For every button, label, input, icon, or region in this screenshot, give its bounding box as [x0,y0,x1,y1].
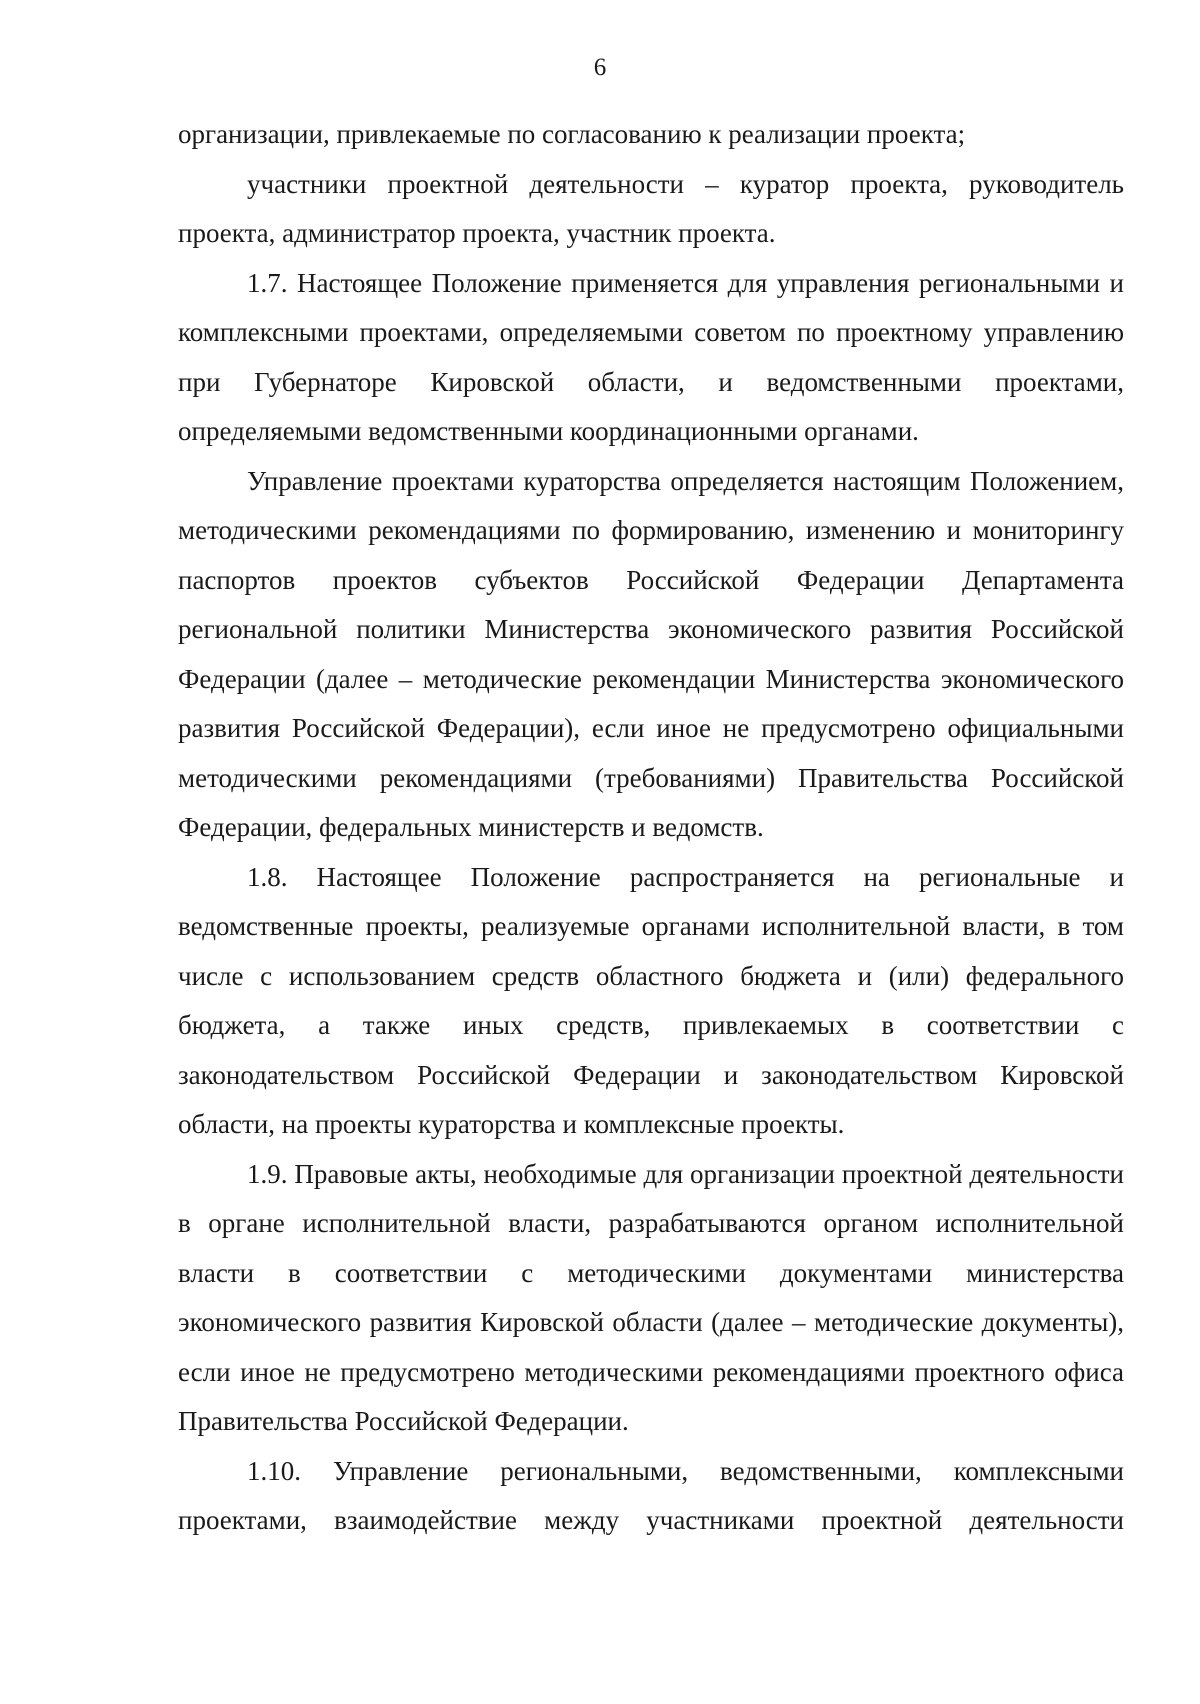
paragraph-1-9: 1.9. Правовые акты, необходимые для организации проектной деятельности в органе исполнительной власти, разрабатываются органом исполнительной власти в соответствии с методическими документами министерства экономического развития Кировской области (далее – методические документы), если иное не предусмотрено методическими рекомендациями проектного офиса Правительства Российской Федерации. [178,1158,1124,1436]
paragraph-1-8: 1.8. Настоящее Положение распространяется на региональные и ведомственные проекты, реализуемые органами исполнительной власти, в том числе с использованием средств областного бюджета и (или) федерального бюджета, а также иных средств, привлекаемых в соответствии с законодательством Российской Федерации и законодательством Кировской области, на проекты кураторства и комплексные проекты. [178,861,1124,1139]
page-number: 6 [593,54,607,81]
paragraph-participants: участники проектной деятельности – куратор проекта, руководитель проекта, администратор проекта, участник проекта. [178,168,1124,248]
paragraph-1-10: 1.10. Управление региональными, ведомственными, комплексными проектами, взаимодействие между участниками проектной деятельности [178,1455,1124,1535]
paragraph-1-7: 1.7. Настоящее Положение применяется для управления региональными и комплексными проектами, определяемыми советом по проектному управлению при Губернаторе Кировской области, и ведомственными проектами, определяемыми ведомственными координационными органами. [178,267,1124,446]
document-body [178,110,1124,1546]
paragraph-organizations: организации, привлекаемые по согласованию к реализации проекта; [178,119,966,149]
paragraph-curatorship: Управление проектами кураторства определяется настоящим Положением, методическими рекомендациями по формированию, изменению и мониторингу паспортов проектов субъектов Российской Федерации Департамента региональной политики Министерства экономического развития Российской Федерации (далее – методические рекомендации Министерства экономического развития Российской Федерации), если иное не предусмотрено официальными методическими рекомендациями (требованиями) Правительства Российской Федерации, федеральных министерств и ведомств. [178,465,1124,842]
